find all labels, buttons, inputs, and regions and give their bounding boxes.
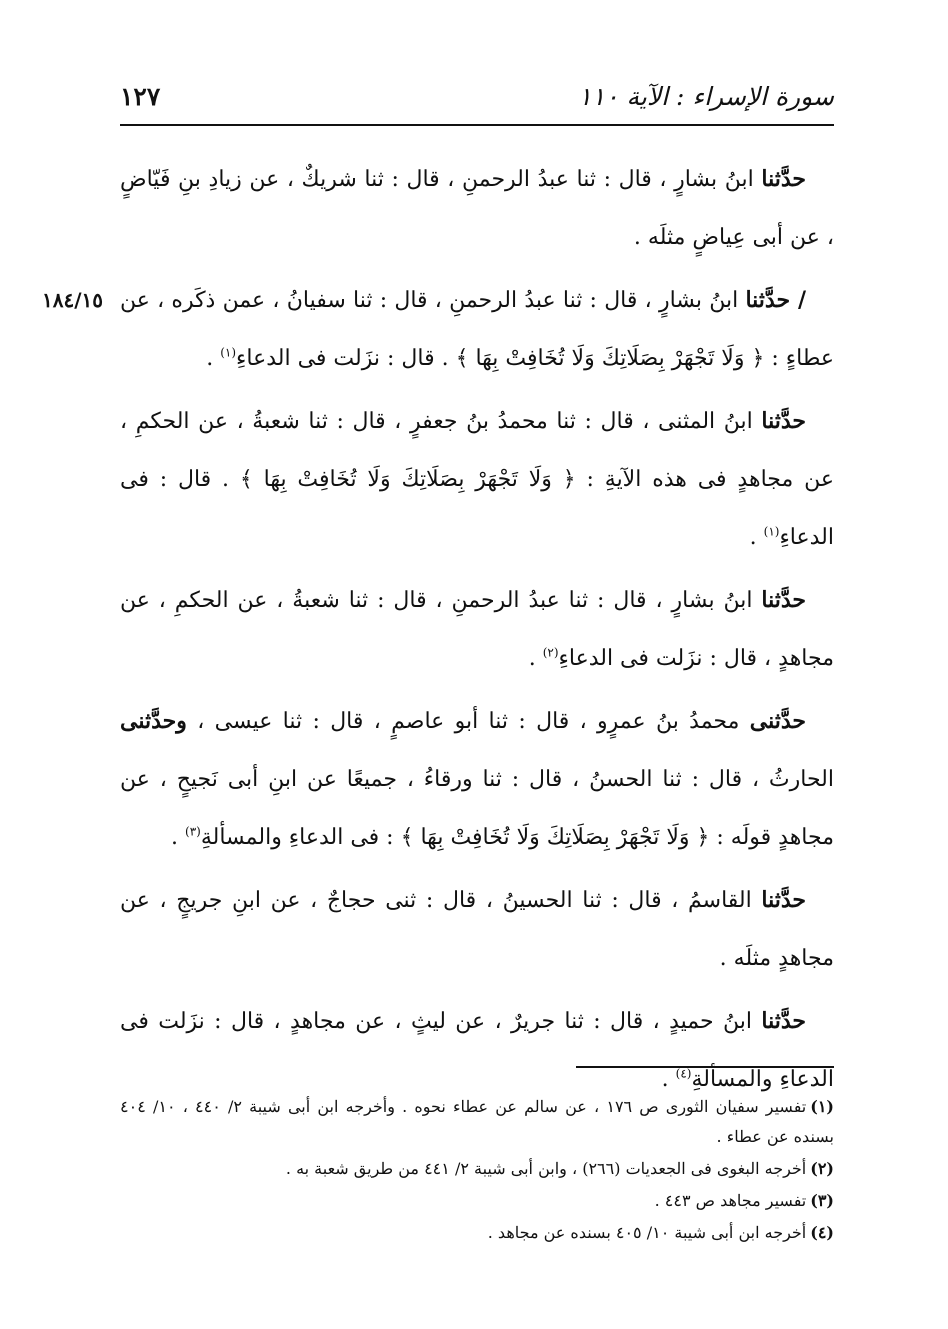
- quran-verse: ﴿ وَلَا تَجْهَرْ بِصَلَاتِكَ وَلَا تُخَافِتْ بِهَا ﴾: [400, 825, 710, 850]
- header-title: سورة الإسراء : الآية ١١٠: [578, 82, 834, 111]
- paragraph-lead: حدَّثنى: [749, 708, 806, 734]
- footnote-marker[interactable]: (١): [763, 524, 780, 539]
- paragraph-lead: حدَّثنا: [761, 1008, 806, 1034]
- paragraph-3: [120, 392, 834, 567]
- footnote-text: تفسير مجاهد ص ٤٤٣ .: [654, 1191, 807, 1210]
- footnote-text: أخرجه البغوى فى الجعديات (٢٦٦) ، وابن أبى شيبة ٢/ ٤٤١ من طريق شعبة به .: [285, 1159, 807, 1178]
- footnote-1: [120, 1092, 834, 1152]
- page-number: ١٢٧: [120, 82, 161, 111]
- footnote-marker[interactable]: (٤): [675, 1066, 692, 1081]
- header-rule: [120, 124, 834, 126]
- footnote-text: تفسير سفيان الثورى ص ١٧٦ ، عن سالم عن عطاء نحوه . وأخرجه ابن أبى شيبة ٢/ ٤٤٠ ، ١٠/ ٤٠٤ بسنده عن عطاء .: [120, 1097, 834, 1146]
- paragraph-lead: حدَّثنا: [761, 408, 806, 434]
- paragraph-text-after: . قال : نزَلت فى الدعاءِ: [236, 346, 456, 371]
- paragraph-text: ابنُ المثنى ، قال : ثنا محمدُ بنُ جعفرٍ ، قال : ثنا شعبةُ ، عن الحكمِ ، عن مجاهدٍ فى هذه الآيةِ :: [120, 409, 834, 492]
- paragraph-text: ابنُ بشارٍ ، قال : ثنا عبدُ الرحمنِ ، قال : ثنا سفيانُ ، عمن ذكَره ، عن عطاءٍ :: [120, 288, 834, 371]
- footnote-label: (١): [810, 1097, 834, 1116]
- paragraph-1: [120, 150, 834, 267]
- paragraph-end: .: [528, 646, 543, 671]
- footnote-label: (٣): [810, 1191, 834, 1210]
- paragraph-6: [120, 871, 834, 988]
- paragraph-2: [120, 271, 834, 388]
- footnote-text: أخرجه ابن أبى شيبة ١٠/ ٤٠٥ بسنده عن مجاهد .: [487, 1223, 807, 1242]
- paragraph-text: ابنُ بشارٍ ، قال : ثنا عبدُ الرحمنِ ، قال : ثنا شعبةُ ، عن الحكمِ ، عن مجاهدٍ ، قال : نزَلت فى الدعاءِ: [120, 588, 834, 671]
- paragraph-end: .: [206, 346, 221, 371]
- quran-verse: ﴿ وَلَا تَجْهَرْ بِصَلَاتِكَ وَلَا تُخَافِتْ بِهَا ﴾: [239, 467, 576, 492]
- paragraph-text: ابنُ بشارٍ ، قال : ثنا عبدُ الرحمنِ ، قال : ثنا شريكٌ ، عن زيادِ بنِ فَيّاضٍ ، عن أبى عِياضٍ مثلَه .: [120, 167, 834, 250]
- footnote-label: (٤): [810, 1223, 834, 1242]
- paragraph-text: القاسمُ ، قال : ثنا الحسينُ ، قال : ثنى حجاجٌ ، عن ابنِ جريجٍ ، عن مجاهدٍ مثلَه .: [120, 888, 834, 971]
- paragraph-end: .: [749, 525, 764, 550]
- paragraph-text-after: : فى الدعاءِ والمسألةِ: [200, 825, 401, 850]
- footnote-4: [120, 1218, 834, 1248]
- footnote-rule: [576, 1066, 834, 1068]
- footnote-label: (٢): [810, 1159, 834, 1178]
- margin-reference: ١٨٤/١٥: [42, 288, 104, 312]
- paragraph-text-secondary: الحارثُ ، قال : ثنا الحسنُ ، قال : ثنا ورقاءُ ، جميعًا عن ابنِ أبى نَجيحٍ ، عن مجاهدٍ قولَه :: [120, 767, 834, 850]
- running-header: [120, 78, 834, 122]
- paragraph-lead: حدَّثنا: [761, 887, 806, 913]
- paragraph-lead: حدَّثنا: [761, 166, 806, 192]
- paragraph-lead: حدَّثنا: [761, 587, 806, 613]
- paragraph-text: محمدُ بنُ عمرٍو ، قال : ثنا أبو عاصمٍ ، قال : ثنا عيسى ،: [186, 709, 750, 734]
- quran-verse: ﴿ وَلَا تَجْهَرْ بِصَلَاتِكَ وَلَا تُخَافِتْ بِهَا ﴾: [455, 346, 765, 371]
- paragraph-text-after: . قال : فى الدعاءِ: [120, 467, 834, 550]
- footnote-2: [120, 1154, 834, 1184]
- paragraph-end: .: [171, 825, 185, 850]
- paragraph-4: [120, 571, 834, 688]
- paragraph-lead: / حدَّثنا: [745, 287, 807, 313]
- footnote-marker[interactable]: (١): [220, 345, 237, 360]
- footnotes: [120, 1092, 834, 1250]
- paragraph-end: .: [661, 1067, 676, 1092]
- footnote-marker[interactable]: (٣): [185, 824, 201, 839]
- main-text: [120, 150, 834, 1113]
- footnote-marker[interactable]: (٢): [542, 645, 559, 660]
- paragraph-lead-secondary: وحدَّثنى: [120, 708, 187, 734]
- paragraph-5: [120, 692, 834, 867]
- footnote-3: [120, 1186, 834, 1216]
- paragraph-text: ابنُ حميدٍ ، قال : ثنا جريرٌ ، عن ليثٍ ، عن مجاهدٍ ، قال : نزَلت فى الدعاءِ والمسألةِ: [120, 1009, 834, 1092]
